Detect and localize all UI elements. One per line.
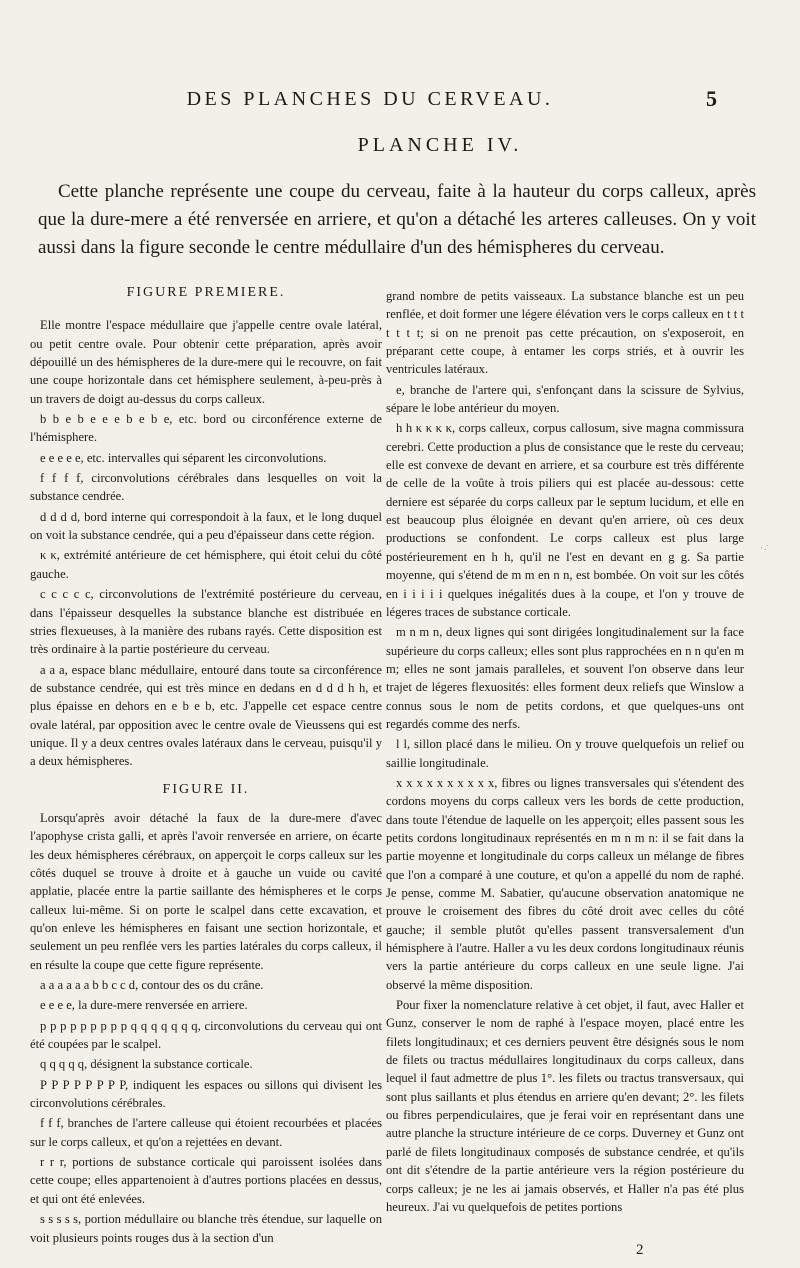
paragraph: l l, sillon placé dans le milieu. On y trouve quelquefois un relief ou saillie longitudinale. bbox=[386, 737, 744, 770]
signature-mark: 2 bbox=[636, 1242, 644, 1258]
left-column bbox=[30, 284, 382, 1249]
paragraph: e e e e e, etc. intervalles qui séparent les circonvolutions. bbox=[40, 450, 327, 465]
page-number: 5 bbox=[706, 86, 717, 111]
paragraph: h h κ κ κ κ, corps calleux, corpus callosum, sive magna commissura cerebri. Cette production a plus de consistance que le reste du cerveau; elle est convexe de devant en arriere, et sa courbure est très différente de celle de la voûte à trois piliers qui est placée au-dessous: cette derniere est séparée du corps calleux par le septum lucidum, et elle en est beaucoup plus éloignée en devant qu'en arriere, où ces deux productions se confondent. Le corps calleux est plus large postérieurement en h h, qu'il ne l'est en devant en g g. Sa partie moyenne, qui s'étend de m m en n n, est bombée. On voit sur les côtés en i i i i i quelques inégalités dues à la coupe, et l'on y trouve de légeres traces de substance corticale. bbox=[386, 421, 744, 619]
right-column bbox=[386, 287, 744, 1218]
margin-mark: ·.· bbox=[758, 540, 771, 555]
paragraph: b b e b e e e b e b e, etc. bord ou circonférence externe de l'hémisphere. bbox=[30, 412, 382, 445]
paragraph: m n m n, deux lignes qui sont dirigées longitudinalement sur la face supérieure du corps calleux; elles sont plus rapprochées en n n qu'en m m; elles ne sont jamais paralleles, et souvent l'on observe dans leur trajet de légeres flexuosités: elles forment deux reliefs que Winslow a connus sous le nom de petits cordons, et que quelques-uns ont regardés comme des nerfs. bbox=[386, 625, 744, 731]
figure-1-heading: FIGURE PREMIERE. bbox=[126, 285, 286, 300]
plate-title: PLANCHE IV. bbox=[357, 134, 523, 156]
paragraph: Elle montre l'espace médullaire que j'appelle centre ovale latéral, ou petit centre ovale. Pour obtenir cette préparation, après avoir dépouillé un des hémispheres de la dure-mere qui le recouvre, on fait une coupe horizontale dans cet hémisphere seulement, à-peu-près à un travers de doigt au-dessus du corps calleux. bbox=[30, 318, 382, 406]
paragraph: e e e e, la dure-mere renversée en arriere. bbox=[40, 998, 248, 1013]
paragraph: s s s s s, portion médullaire ou blanche très étendue, sur laquelle on voit plusieurs points rouges dus à la section d'un bbox=[30, 1212, 382, 1245]
paragraph: Pour fixer la nomenclature relative à cet objet, il faut, avec Haller et Gunz, conserver le nom de raphé à l'espace moyen, placé entre les filets longitudinaux; et ces derniers peuvent être désignés sous le nom de filets ou tractus médullaires longitudinaux du corps calleux, dans lequel il faut admettre de plus 1°. les filets ou tractus transversaux, qui sont plus saillants et plus étendus en arriere qu'en devant; 2°. les filets ou fibres perpendiculaires, que je ferai voir en représentant dans une autre planche la structure intérieure de ce corps. Duverney et Gunz ont parlé de filets longitudinaux composés de substance cendrée, et qu'ils ont dit s'étendre de la partie antérieure vers la région postérieure du corps calleux; je ne les ai jamais observés, et Haller n'a pas été plus heureux. J'ai vu quelquefois de petites portions bbox=[386, 998, 744, 1214]
figure-2-heading: FIGURE II. bbox=[162, 781, 250, 797]
paragraph: d d d d, bord interne qui correspondoit à la faux, et le long duquel on voit la substance cendrée, qui a peu d'épaisseur dans cette région. bbox=[30, 509, 382, 543]
paragraph: x x x x x x x x x x, fibres ou lignes transversales qui s'étendent des cordons moyens du corps calleux vers les bords de cette production, dans toute l'étendue de laquelle on les apperçoit; elles passent sous les petits cordons longitudinaux représentés en m n m n: il se fait dans la partie moyenne et longitudinale du corps calleux un mélange de fibres que l'on a comparé à une couture, et qu'on a appellé du nom de raphé. Je pense, comme M. Sabatier, qu'aucune observation anatomique ne prouve le croisement des fibres du côté droit avec celles du côté gauche; il semble plutôt qu'elles passent transversalement d'un hémisphere à l'autre. Haller a vu les deux cordons longitudinaux réunis vers la partie antérieure du corps calleux en une seule ligne. J'ai observé la même disposition. bbox=[386, 775, 744, 992]
paragraph: c c c c c, circonvolutions de l'extrémité postérieure du cerveau, dans l'épaisseur desquelles la substance blanche est distribuée en stries flexueuses, à la manière des rubans rayés. Cette disposition est très ordinaire à la partie postérieure du cerveau. bbox=[30, 587, 382, 657]
paragraph: p p p p p p p p p q q q q q q q, circonvolutions du cerveau qui ont été coupées par le scalpel. bbox=[30, 1018, 382, 1052]
paragraph: f f f, branches de l'artere calleuse qui étoient recourbées et placées sur le corps calleux, et qu'on a rejettées en devant. bbox=[30, 1116, 382, 1149]
plate-intro: Cette planche représente une coupe du cerveau, faite à la hauteur du corps calleux, après que la dure-mere a été renversée en arriere, et qu'on a détaché les arteres calleuses. On y voit aussi dans la figure seconde le centre médullaire d'un des hémispheres du cerveau. bbox=[38, 181, 756, 258]
paragraph: a a a a a a b b c c d, contour des os du crâne. bbox=[40, 978, 264, 993]
paragraph: e, branche de l'artere qui, s'enfonçant dans la scissure de Sylvius, sépare le lobe antérieur du moyen. bbox=[386, 382, 744, 416]
paragraph: Lorsqu'après avoir détaché la faux de la dure-mere d'avec l'apophyse crista galli, et après l'avoir renversée en arriere, on écarte les deux hémispheres cérébraux, on apperçoit le corps calleux sur les côtés duquel se trouve à droite et à gauche un vuide ou cavité applatie, placée entre la partie saillante des hémispheres et le corps calleux lui-même. Si on porte le scalpel dans cette excavation, et qu'on enleve les hémispheres en faisant une section horizontale, et seulement un peu renflée vers les parties latérales du corps calleux, il en résulte la coupe que cette figure représente. bbox=[30, 810, 382, 972]
paragraph: P P P P P P P P, indiquent les espaces ou sillons qui divisent les circonvolutions cérébrales. bbox=[30, 1077, 382, 1111]
paragraph: q q q q q, désignent la substance corticale. bbox=[40, 1057, 253, 1072]
paragraph: grand nombre de petits vaisseaux. La substance blanche est un peu renflée, et doit former une légere élévation vers le corps calleux en t t t t t t t; si on ne prenoit pas cette précaution, on s'exposeroit, en préparant cette coupe, à entamer les corps striés, et à ouvrir les ventricules latéraux. bbox=[386, 289, 744, 377]
paragraph: r r r, portions de substance corticale qui paroissent isolées dans cette coupe; elles appartenoient à d'autres portions placées en dessus, et qui ont été enlevées. bbox=[30, 1155, 382, 1206]
running-title: DES PLANCHES DU CERVEAU. bbox=[186, 88, 554, 110]
paragraph: κ κ, extrémité antérieure de cet hémisphere, qui étoit celui du côté gauche. bbox=[30, 548, 382, 581]
paragraph: f f f f, circonvolutions cérébrales dans lesquelles on voit la substance cendrée. bbox=[30, 471, 382, 504]
paragraph: a a a, espace blanc médullaire, entouré dans toute sa circonférence de substance cendrée, qui est très mince en dedans en d d d h h, et plus épaisse en dehors en e b e b, etc. J'appelle cet espace centre ovale latéral, par opposition avec le centre ovale de Vieussens qui est unique. Il y a deux centres ovales latéraux dans le cerveau, puisqu'il y a deux hémispheres. bbox=[30, 662, 382, 769]
